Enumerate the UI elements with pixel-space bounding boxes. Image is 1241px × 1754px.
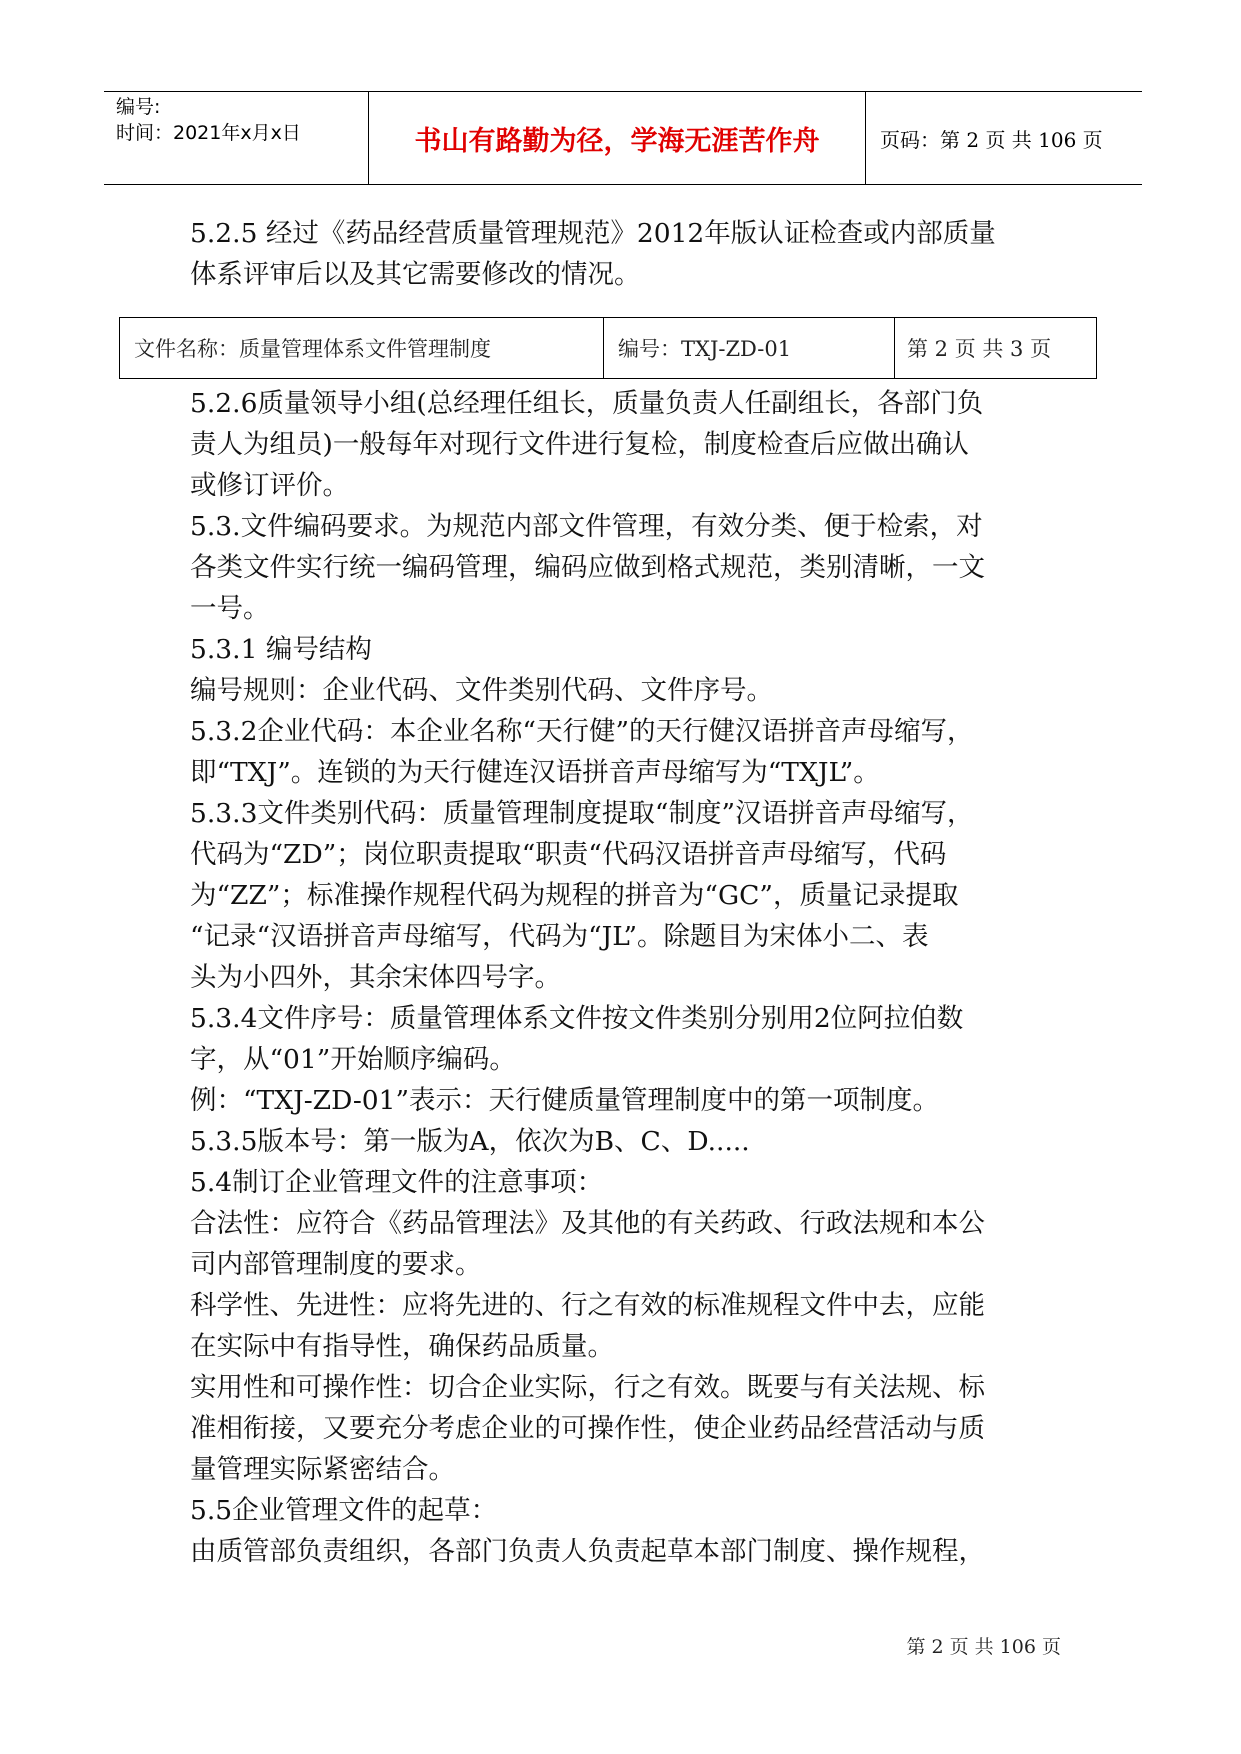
header-number-label: 编号: xyxy=(116,96,161,118)
body-line: 即“TXJ”。连锁的为天行健连汉语拼音声母缩写为“TXJL”。 xyxy=(190,757,880,788)
body-line: 5.4制订企业管理文件的注意事项： xyxy=(190,1167,604,1198)
body-line: 代码为“ZD”；岗位职责提取“职责“代码汉语拼音声母缩写，代码 xyxy=(190,839,947,870)
document-info-table xyxy=(119,317,1097,379)
page-footer: 第 2 页 共 106 页 xyxy=(906,1636,1061,1658)
body-line: 5.3.5版本号：第一版为A，依次为B、C、D..... xyxy=(190,1126,750,1157)
body-line: 例：“TXJ-ZD-01”表示：天行健质量管理制度中的第一项制度。 xyxy=(190,1085,940,1116)
body-line: 准相衔接，又要充分考虑企业的可操作性，使企业药品经营活动与质 xyxy=(190,1413,985,1444)
body-line: 为“ZZ”；标准操作规程代码为规程的拼音为“GC”，质量记录提取 xyxy=(190,880,959,911)
doc-code: 编号：TXJ-ZD-01 xyxy=(604,318,895,378)
body-line: 实用性和可操作性：切合企业实际，行之有效。既要与有关法规、标 xyxy=(190,1372,985,1403)
body-line: 5.3.2企业代码：本企业名称“天行健”的天行健汉语拼音声母缩写， xyxy=(190,716,974,747)
body-line: 5.2.6质量领导小组(总经理任组长，质量负责人任副组长，各部门负 xyxy=(190,388,984,419)
body-line: 科学性、先进性：应将先进的、行之有效的标准规程文件中去，应能 xyxy=(190,1290,985,1321)
header-motto: 书山有路勤为径，学海无涯苦作舟 xyxy=(369,92,866,184)
body-line: 一号。 xyxy=(190,593,270,624)
body-line: 字，从“01”开始顺序编码。 xyxy=(190,1044,516,1075)
body-text xyxy=(190,383,1070,1572)
header-page-info: 页码：第 2 页 共 106 页 xyxy=(880,127,1103,152)
body-line: 由质管部负责组织，各部门负责人负责起草本部门制度、操作规程， xyxy=(190,1536,985,1567)
body-line: “记录“汉语拼音声母缩写，代码为“JL”。除题目为宋体小二、表 xyxy=(190,921,929,952)
intro-line: 体系评审后以及其它需要修改的情况。 xyxy=(190,259,641,290)
page-header xyxy=(104,91,1142,185)
body-line: 量管理实际紧密结合。 xyxy=(190,1454,455,1485)
intro-line: 5.2.5 经过《药品经营质量管理规范》2012年版认证检查或内部质量 xyxy=(190,218,996,249)
body-line: 或修订评价。 xyxy=(190,470,349,501)
body-line: 合法性：应符合《药品管理法》及其他的有关药政、行政法规和本公 xyxy=(190,1208,985,1239)
body-line: 各类文件实行统一编码管理，编码应做到格式规范，类别清晰，一文 xyxy=(190,552,985,583)
header-meta xyxy=(104,92,369,184)
body-line: 司内部管理制度的要求。 xyxy=(190,1249,482,1280)
intro-text xyxy=(190,213,1070,295)
body-line: 5.3.4文件序号：质量管理体系文件按文件类别分别用2位阿拉伯数 xyxy=(190,1003,964,1034)
body-line: 头为小四外，其余宋体四号字。 xyxy=(190,962,561,993)
body-line: 5.3.1 编号结构 xyxy=(190,634,372,665)
doc-file-name: 文件名称：质量管理体系文件管理制度 xyxy=(120,318,604,378)
body-line: 责人为组员)一般每年对现行文件进行复检，制度检查后应做出确认 xyxy=(190,429,969,460)
header-time-label: 时间：2021年x月x日 xyxy=(116,122,301,144)
body-line: 5.3.3文件类别代码：质量管理制度提取“制度”汉语拼音声母缩写， xyxy=(190,798,974,829)
body-line: 在实际中有指导性，确保药品质量。 xyxy=(190,1331,614,1362)
doc-page: 第 2 页 共 3 页 xyxy=(907,337,1052,361)
body-line: 5.5企业管理文件的起草： xyxy=(190,1495,498,1526)
body-line: 编号规则：企业代码、文件类别代码、文件序号。 xyxy=(190,675,773,706)
body-line: 5.3.文件编码要求。为规范内部文件管理，有效分类、便于检索，对 xyxy=(190,511,983,542)
